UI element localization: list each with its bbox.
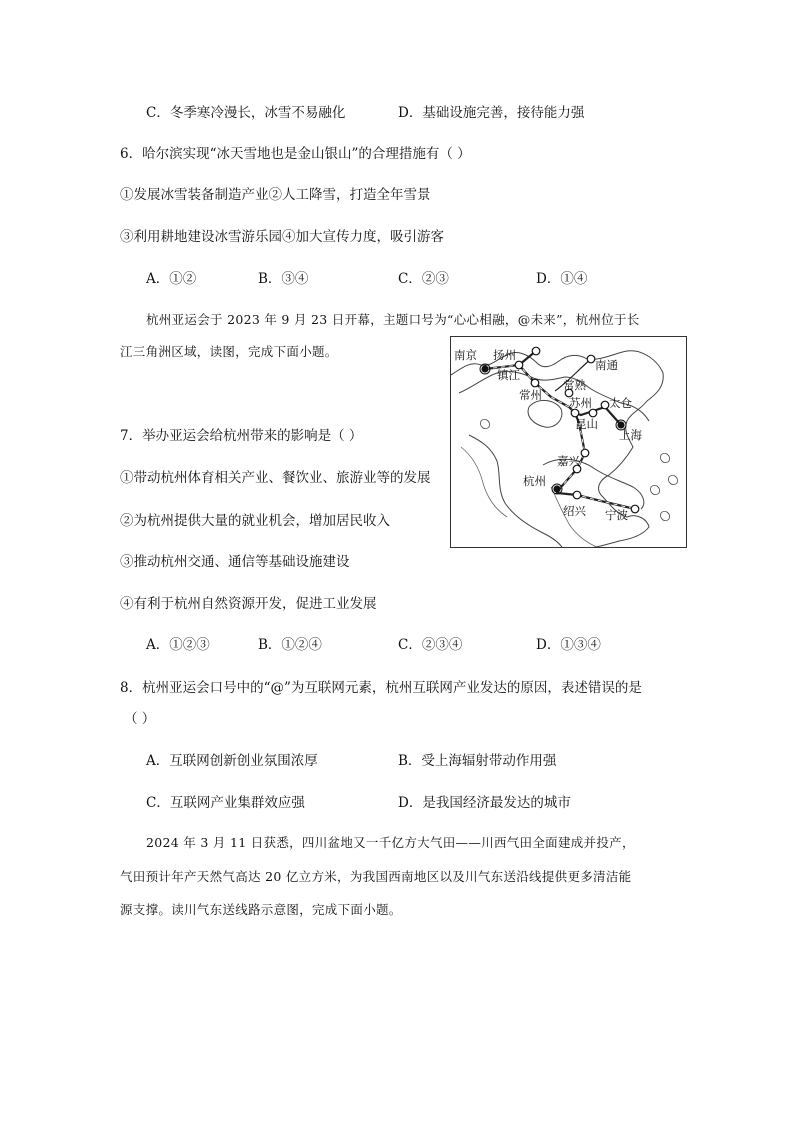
- q8-stem: 8．杭州亚运会口号中的“@”为互联网元素，杭州互联网产业发达的原因，表述错误的是: [120, 680, 642, 696]
- station-hangzhou: [553, 485, 560, 492]
- label-suzhou: 苏州: [569, 396, 592, 410]
- taihu-lake: [528, 400, 562, 427]
- island-5: [481, 419, 490, 428]
- q6-stem: 6．哈尔滨实现“冰天雪地也是金山银山”的合理措施有（ ）: [120, 146, 471, 162]
- inland-boundary: [469, 435, 563, 548]
- station-nantong: [587, 355, 595, 363]
- q8-stem-bracket: （ ）: [124, 711, 156, 727]
- label-ningbo: 宁波: [605, 508, 628, 522]
- passage1-line2: 江三角洲区域，读图，完成下面小题。: [120, 344, 338, 359]
- label-kunshan: 昆山: [575, 417, 598, 431]
- q6-option-c: C．②③: [398, 271, 449, 287]
- label-yangzhou: 扬州: [493, 348, 516, 362]
- island-2: [651, 485, 660, 494]
- q6-option-a: A．①②: [146, 271, 197, 287]
- station-yangzhou: [532, 347, 540, 355]
- q8-option-d: D．是我国经济最发达的城市: [398, 795, 571, 811]
- station-kunshan: [589, 409, 597, 417]
- passage1-line1: 杭州亚运会于 2023 年 9 月 23 日开幕，主题口号为“心心相融，@未来”，杭州位于长: [146, 312, 640, 327]
- station-ningbo: [631, 505, 639, 513]
- q5-option-d: D．基础设施完善，接待能力强: [398, 105, 585, 121]
- q5-option-c: C．冬季寒冷漫长，冰雪不易融化: [146, 105, 346, 121]
- island-3: [669, 475, 678, 484]
- station-nanjing: [481, 365, 488, 372]
- label-nanjing: 南京: [454, 348, 477, 362]
- q7-option-d: D．①③④: [536, 637, 601, 653]
- q8-option-c: C．互联网产业集群效应强: [146, 795, 305, 811]
- q8-option-a: A．互联网创新创业氛围浓厚: [146, 753, 318, 769]
- q7-option-b: B．①②④: [258, 637, 322, 653]
- q7-item-4: ④有利于杭州自然资源开发，促进工业发展: [120, 596, 377, 612]
- station-shaoxing: [573, 491, 581, 499]
- yangtze-delta-map: [450, 336, 687, 548]
- island-1: [661, 453, 670, 462]
- label-taicang: 太仓: [609, 396, 632, 410]
- q7-option-a: A．①②③: [146, 637, 210, 653]
- label-hangzhou: 杭州: [523, 474, 546, 488]
- station-changzhou: [531, 379, 539, 387]
- q7-item-1: ①带动杭州体育相关产业、餐饮业、旅游业等的发展: [120, 470, 431, 486]
- label-changshu: 常熟: [563, 378, 586, 392]
- q6-line1: ①发展冰雪装备制造产业②人工降雪，打造全年雪景: [120, 187, 431, 203]
- label-zhenjiang: 镇江: [497, 368, 520, 382]
- label-jiaxing: 嘉兴: [557, 454, 580, 468]
- river-west: [461, 447, 507, 517]
- q7-item-3: ③推动杭州交通、通信等基础设施建设: [120, 554, 350, 570]
- passage2-line2: 气田预计年产天然气高达 20 亿立方米，为我国西南地区以及川气东送沿线提供更多清洁能: [120, 869, 632, 884]
- q6-line2: ③利用耕地建设冰雪游乐园④加大宣传力度，吸引游客: [120, 229, 444, 245]
- q7-stem: 7．举办亚运会给杭州带来的影响是（ ）: [120, 428, 363, 444]
- q8-option-b: B．受上海辐射带动作用强: [398, 753, 557, 769]
- station-taicang: [601, 401, 609, 409]
- q6-option-d: D．①④: [536, 271, 588, 287]
- q7-option-c: C．②③④: [398, 637, 463, 653]
- label-nantong: 南通: [595, 358, 618, 372]
- island-4: [661, 511, 670, 520]
- q6-option-b: B．③④: [258, 271, 309, 287]
- q7-item-2: ②为杭州提供大量的就业机会，增加居民收入: [120, 513, 390, 529]
- passage2-line3: 源支撑。读川气东送线路示意图，完成下面小题。: [120, 902, 402, 917]
- station-suzhou: [571, 409, 579, 417]
- label-shaoxing: 绍兴: [563, 504, 586, 518]
- station-jiaxing: [581, 449, 589, 457]
- passage2-line1: 2024 年 3 月 11 日获悉，四川盆地又一千亿方大气田——川西气田全面建成并投产，: [146, 835, 635, 850]
- label-shanghai: 上海: [619, 428, 642, 442]
- map-svg: [451, 337, 687, 548]
- label-changzhou: 常州: [519, 388, 542, 402]
